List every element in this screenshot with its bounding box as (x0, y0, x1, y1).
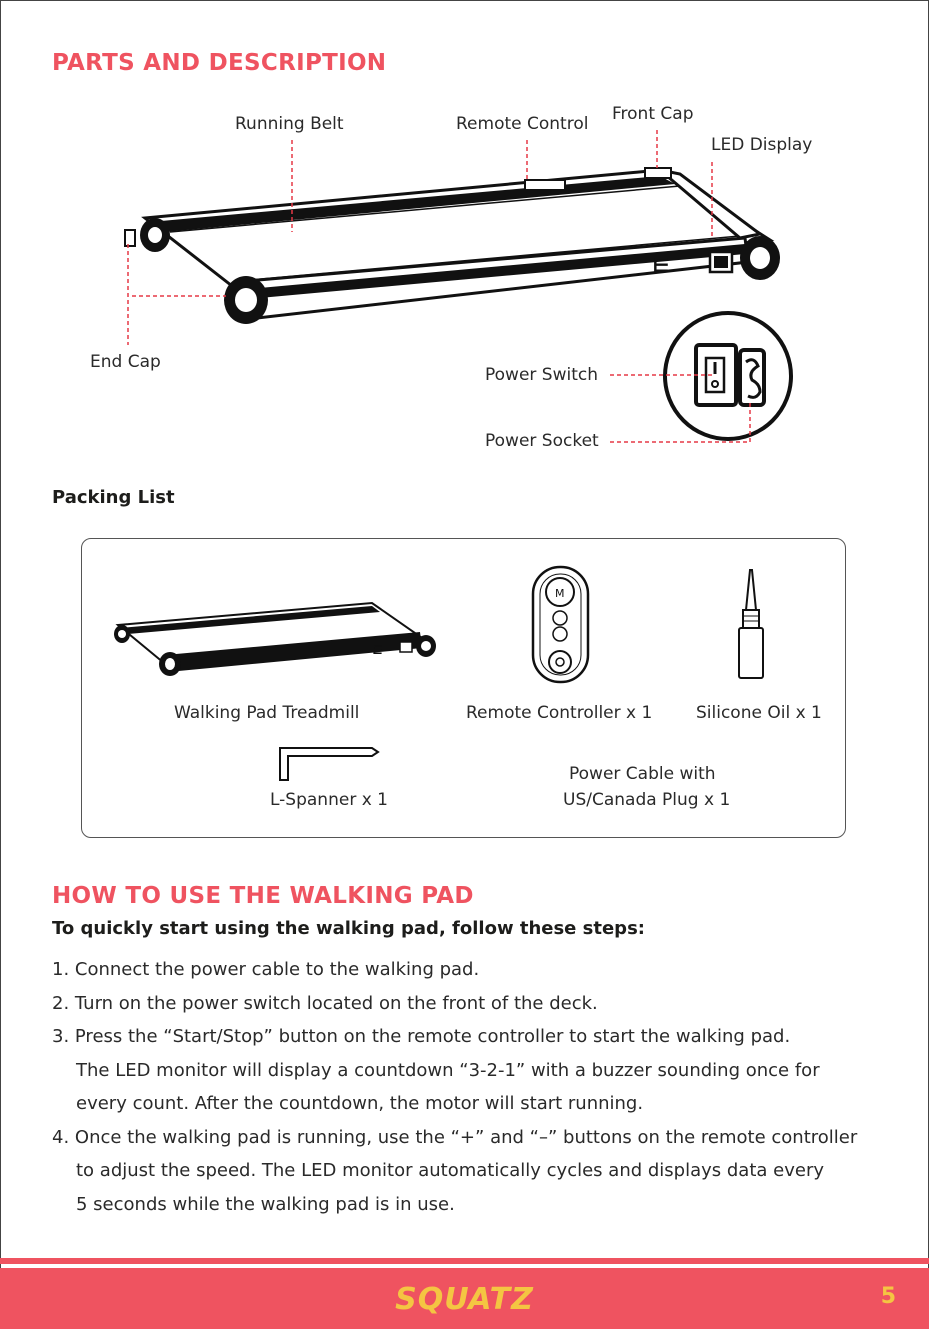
footer-stripe (0, 1258, 929, 1264)
pack-label-spanner: L-Spanner x 1 (270, 790, 388, 810)
step-4-cont-2: 5 seconds while the walking pad is in use. (76, 1193, 455, 1215)
label-power-socket: Power Socket (485, 431, 599, 451)
step-3: 3. Press the “Start/Stop” button on the remote controller to start the walking pad. (52, 1026, 791, 1047)
svg-text:⋿: ⋿ (652, 253, 670, 277)
remote-controller-icon (533, 567, 588, 682)
step-4-cont-1: to adjust the speed. The LED monitor automatically cycles and displays data every (76, 1160, 825, 1181)
step-3-cont-2: every count. After the countdown, the motor will start running. (76, 1093, 644, 1114)
steps-list (52, 953, 857, 1221)
svg-text:M: M (555, 587, 565, 600)
pack-label-remote: Remote Controller x 1 (466, 703, 653, 723)
pack-label-cable-line2: US/Canada Plug x 1 (563, 790, 731, 810)
step-4: 4. Once the walking pad is running, use the “+” and “–” buttons on the remote controller (52, 1126, 858, 1148)
footer-bar (0, 1268, 929, 1329)
treadmill-thumbnail-icon (114, 603, 436, 676)
packing-list-title: Packing List (52, 487, 175, 508)
step-2: 2. Turn on the power switch located on the front of the deck. (52, 992, 598, 1014)
label-remote-control: Remote Control (456, 114, 589, 134)
pack-label-cable-line1: Power Cable with (569, 764, 716, 784)
brand-logo: SQUATZ (395, 1282, 534, 1317)
label-led-display: LED Display (711, 135, 813, 155)
label-running-belt: Running Belt (235, 114, 344, 134)
section-title-how-to-use: HOW TO USE THE WALKING PAD (52, 883, 474, 909)
label-end-cap: End Cap (90, 352, 161, 372)
svg-text:⋿: ⋿ (372, 643, 383, 657)
section-title-parts: PARTS AND DESCRIPTION (52, 50, 387, 76)
step-3-cont-1: The LED monitor will display a countdown “3-2-1” with a buzzer sounding once for (76, 1059, 820, 1081)
pack-label-oil: Silicone Oil x 1 (696, 703, 822, 723)
label-power-switch: Power Switch (485, 365, 599, 385)
pack-label-treadmill: Walking Pad Treadmill (174, 703, 360, 723)
step-1: 1. Connect the power cable to the walking pad. (52, 959, 480, 980)
silicone-oil-icon (739, 570, 763, 678)
steps-intro: To quickly start using the walking pad, follow these steps: (52, 918, 645, 939)
l-spanner-icon (280, 748, 378, 780)
page-number: 5 (880, 1284, 896, 1309)
label-front-cap: Front Cap (612, 104, 694, 124)
